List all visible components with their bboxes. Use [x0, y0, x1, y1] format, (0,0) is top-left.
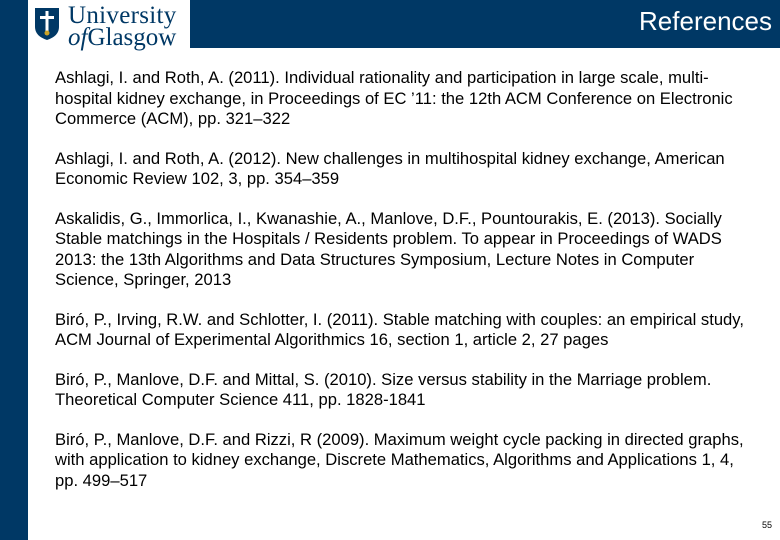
reference-item: Biró, P., Manlove, D.F. and Rizzi, R (2009). Maximum weight cycle packing in directed graphs, with application to kidney exchange, Discrete Mathematics, Algorithms and Applications 1, 4, pp. 499–517: [55, 429, 744, 490]
reference-item: Biró, P., Manlove, D.F. and Mittal, S. (2010). Size versus stability in the Marriage problem. Theoretical Computer Science 411, pp. 1828-1841: [55, 369, 712, 409]
logo-university-text: University: [68, 2, 177, 29]
left-brand-bar: [0, 0, 28, 540]
page-number: 55: [761, 520, 772, 530]
logo-of-text: of: [68, 24, 88, 51]
reference-item: Biró, P., Irving, R.W. and Schlotter, I. (2011). Stable matching with couples: an empirical study, ACM Journal of Experimental Algorithmics 16, section 1, article 2, 27 pages: [55, 309, 744, 349]
university-logo: [28, 0, 190, 50]
reference-list: [55, 68, 755, 510]
reference-item: Ashlagi, I. and Roth, A. (2011). Individual rationality and participation in large scale, multi-hospital kidney exchange, in Proceedings of EC ’11: the 12th ACM Conference on Electronic Commerce (ACM), pp. 321–322: [55, 68, 733, 128]
reference-item: Askalidis, G., Immorlica, I., Kwanashie, A., Manlove, D.F., Pountourakis, E. (2013). Socially Stable matchings in the Hospitals / Residents problem. To appear in Proceedings of WADS 2013: the 13th Algorithms and Data Structures Symposium, Lecture Notes in Computer Science, Springer, 2013: [55, 208, 722, 289]
logo-glasgow-text: [68, 24, 176, 52]
reference-item: Ashlagi, I. and Roth, A. (2012). New challenges in multihospital kidney exchange, American Economic Review 102, 3, pp. 354–359: [55, 148, 725, 188]
logo-name-text: Glasgow: [87, 24, 177, 51]
crest-icon: [34, 7, 60, 41]
slide-title: References: [639, 6, 772, 36]
